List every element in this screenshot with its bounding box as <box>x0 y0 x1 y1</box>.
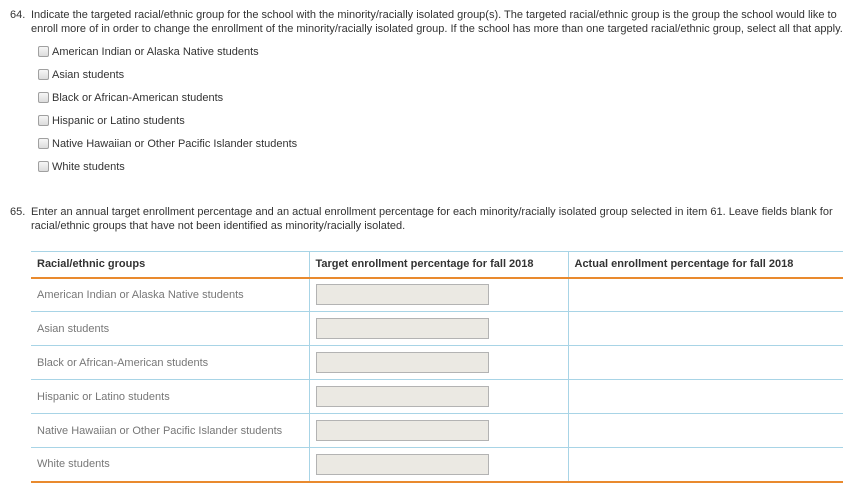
table-header-row <box>31 252 843 278</box>
actual-cell <box>568 380 843 414</box>
target-input[interactable] <box>316 318 489 339</box>
option-hispanic[interactable] <box>38 113 185 129</box>
option-pacific-islander[interactable] <box>38 136 297 152</box>
actual-cell <box>568 414 843 448</box>
target-cell <box>309 346 568 380</box>
option-label: Asian students <box>52 69 125 81</box>
checkbox[interactable] <box>38 92 49 103</box>
column-header-target: Target enrollment percentage for fall 2018 <box>309 252 568 278</box>
target-input[interactable] <box>316 284 489 305</box>
table-row <box>31 448 843 482</box>
table-row <box>31 312 843 346</box>
option-black[interactable] <box>38 90 223 106</box>
target-cell <box>309 278 568 312</box>
question-64 <box>10 8 858 36</box>
table-row <box>31 380 843 414</box>
target-input[interactable] <box>316 386 489 407</box>
target-cell <box>309 312 568 346</box>
option-label: Black or African-American students <box>52 92 224 104</box>
group-name: American Indian or Alaska Native students <box>31 278 309 312</box>
option-label: American Indian or Alaska Native students <box>52 46 259 58</box>
group-name: Hispanic or Latino students <box>31 380 309 414</box>
option-asian[interactable] <box>38 67 124 83</box>
actual-cell <box>568 278 843 312</box>
checkbox[interactable] <box>38 69 49 80</box>
checkbox[interactable] <box>38 161 49 172</box>
checkbox[interactable] <box>38 115 49 126</box>
target-input[interactable] <box>316 420 489 441</box>
checkbox[interactable] <box>38 138 49 149</box>
group-name: Native Hawaiian or Other Pacific Islander students <box>31 414 309 448</box>
question-number: 65. <box>10 206 26 218</box>
actual-cell <box>568 346 843 380</box>
actual-cell <box>568 312 843 346</box>
target-cell <box>309 380 568 414</box>
enrollment-table <box>31 251 843 483</box>
group-name: Asian students <box>31 312 309 346</box>
option-label: Native Hawaiian or Other Pacific Islander students <box>52 138 298 150</box>
group-name: White students <box>31 448 309 482</box>
option-white[interactable] <box>38 159 125 175</box>
target-cell <box>309 414 568 448</box>
option-label: White students <box>52 161 125 173</box>
table-row <box>31 346 843 380</box>
checkbox[interactable] <box>38 46 49 57</box>
option-american-indian[interactable] <box>38 44 259 60</box>
target-input[interactable] <box>316 454 489 475</box>
question-text: Indicate the targeted racial/ethnic group for the school with the minority/racially isolated group(s). The targeted racial/ethnic group is the group the school would like to enroll more of in order to change the enrollment of the minority/racially isolated group. If the school has more than one targeted racial/ethnic group, select all that apply. <box>31 9 843 35</box>
target-input[interactable] <box>316 352 489 373</box>
column-header-groups: Racial/ethnic groups <box>31 252 309 278</box>
question-number: 64. <box>10 9 26 21</box>
table-row <box>31 414 843 448</box>
question-65 <box>10 205 858 233</box>
option-label: Hispanic or Latino students <box>52 115 185 127</box>
group-name: Black or African-American students <box>31 346 309 380</box>
actual-cell <box>568 448 843 482</box>
question-text: Enter an annual target enrollment percentage and an actual enrollment percentage for each minority/racially isolated group selected in item 61. Leave fields blank for racial/ethnic groups that have not been identified as minority/racially isolated. <box>31 206 833 232</box>
target-cell <box>309 448 568 482</box>
column-header-actual: Actual enrollment percentage for fall 2018 <box>568 252 843 278</box>
table-row <box>31 278 843 312</box>
